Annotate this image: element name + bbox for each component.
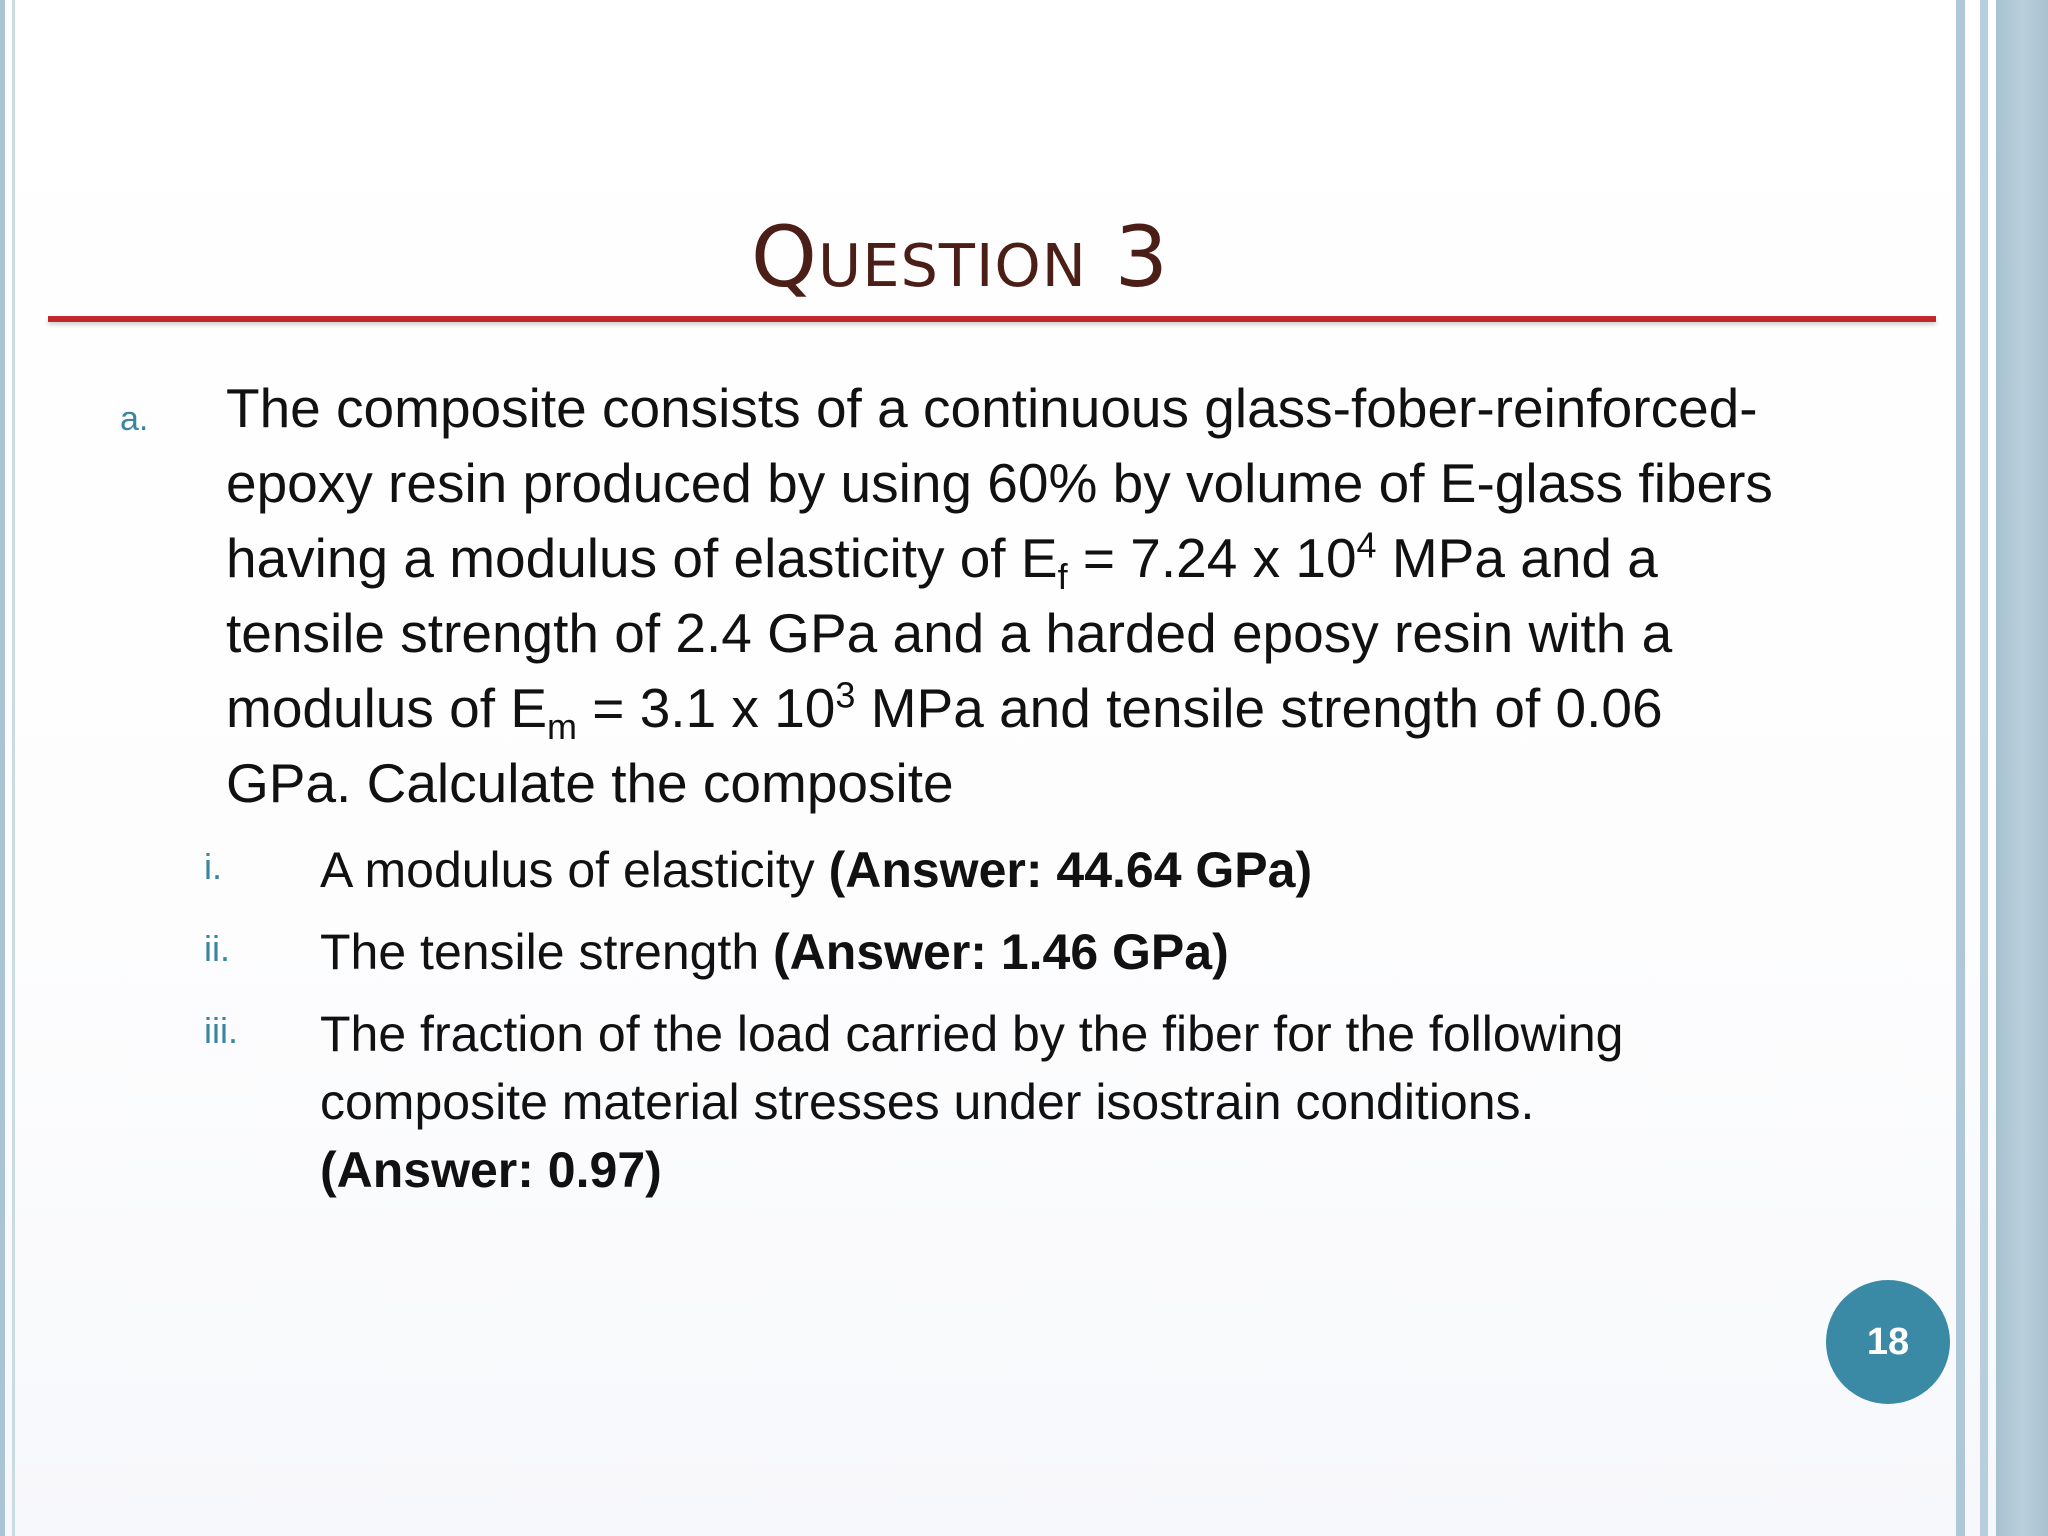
subitem-marker-iii: iii.: [204, 1010, 238, 1051]
subitem-marker-ii: ii.: [204, 928, 230, 969]
subitem-ii: The tensile strength (Answer: 1.46 GPa): [320, 924, 1229, 980]
answer-i: (Answer: 44.64 GPa): [828, 842, 1313, 898]
right-border-stripe: [1956, 0, 1965, 1536]
slide-title: Question 3: [750, 208, 1170, 306]
subitem-i: A modulus of elasticity (Answer: 44.64 GPa): [320, 842, 1313, 898]
right-border-band: [1996, 0, 2048, 1536]
right-border-stripe-middle: [1980, 0, 1988, 1536]
answer-iii: (Answer: 0.97): [320, 1142, 662, 1198]
question-text: The composite consists of a continuous glass-fober-reinforced-epoxy resin produced by using 60% by volume of E-glass fibers having a modulus of elasticity of $E_f = 7.24$ x $10^4$ MPa and a tensile strength of 2.4 GPa and a harded eposy resin with a modulus of $E_m = 3.1$ x $10^3$ MPa and tensile strength of 0.06 GPa. Calculate the composite: [226, 377, 1773, 814]
question-marker: a.: [120, 400, 149, 438]
subitem-iii: The fraction of the load carried by the fiber for the following composite material stresses under isostrain conditions. (Answer: 0.97): [320, 1006, 1624, 1198]
subitem-marker-i: i.: [204, 846, 222, 887]
answer-ii: (Answer: 1.46 GPa): [773, 924, 1229, 980]
page-number-badge: 18: [1826, 1280, 1950, 1404]
title-underline: [48, 316, 1936, 322]
